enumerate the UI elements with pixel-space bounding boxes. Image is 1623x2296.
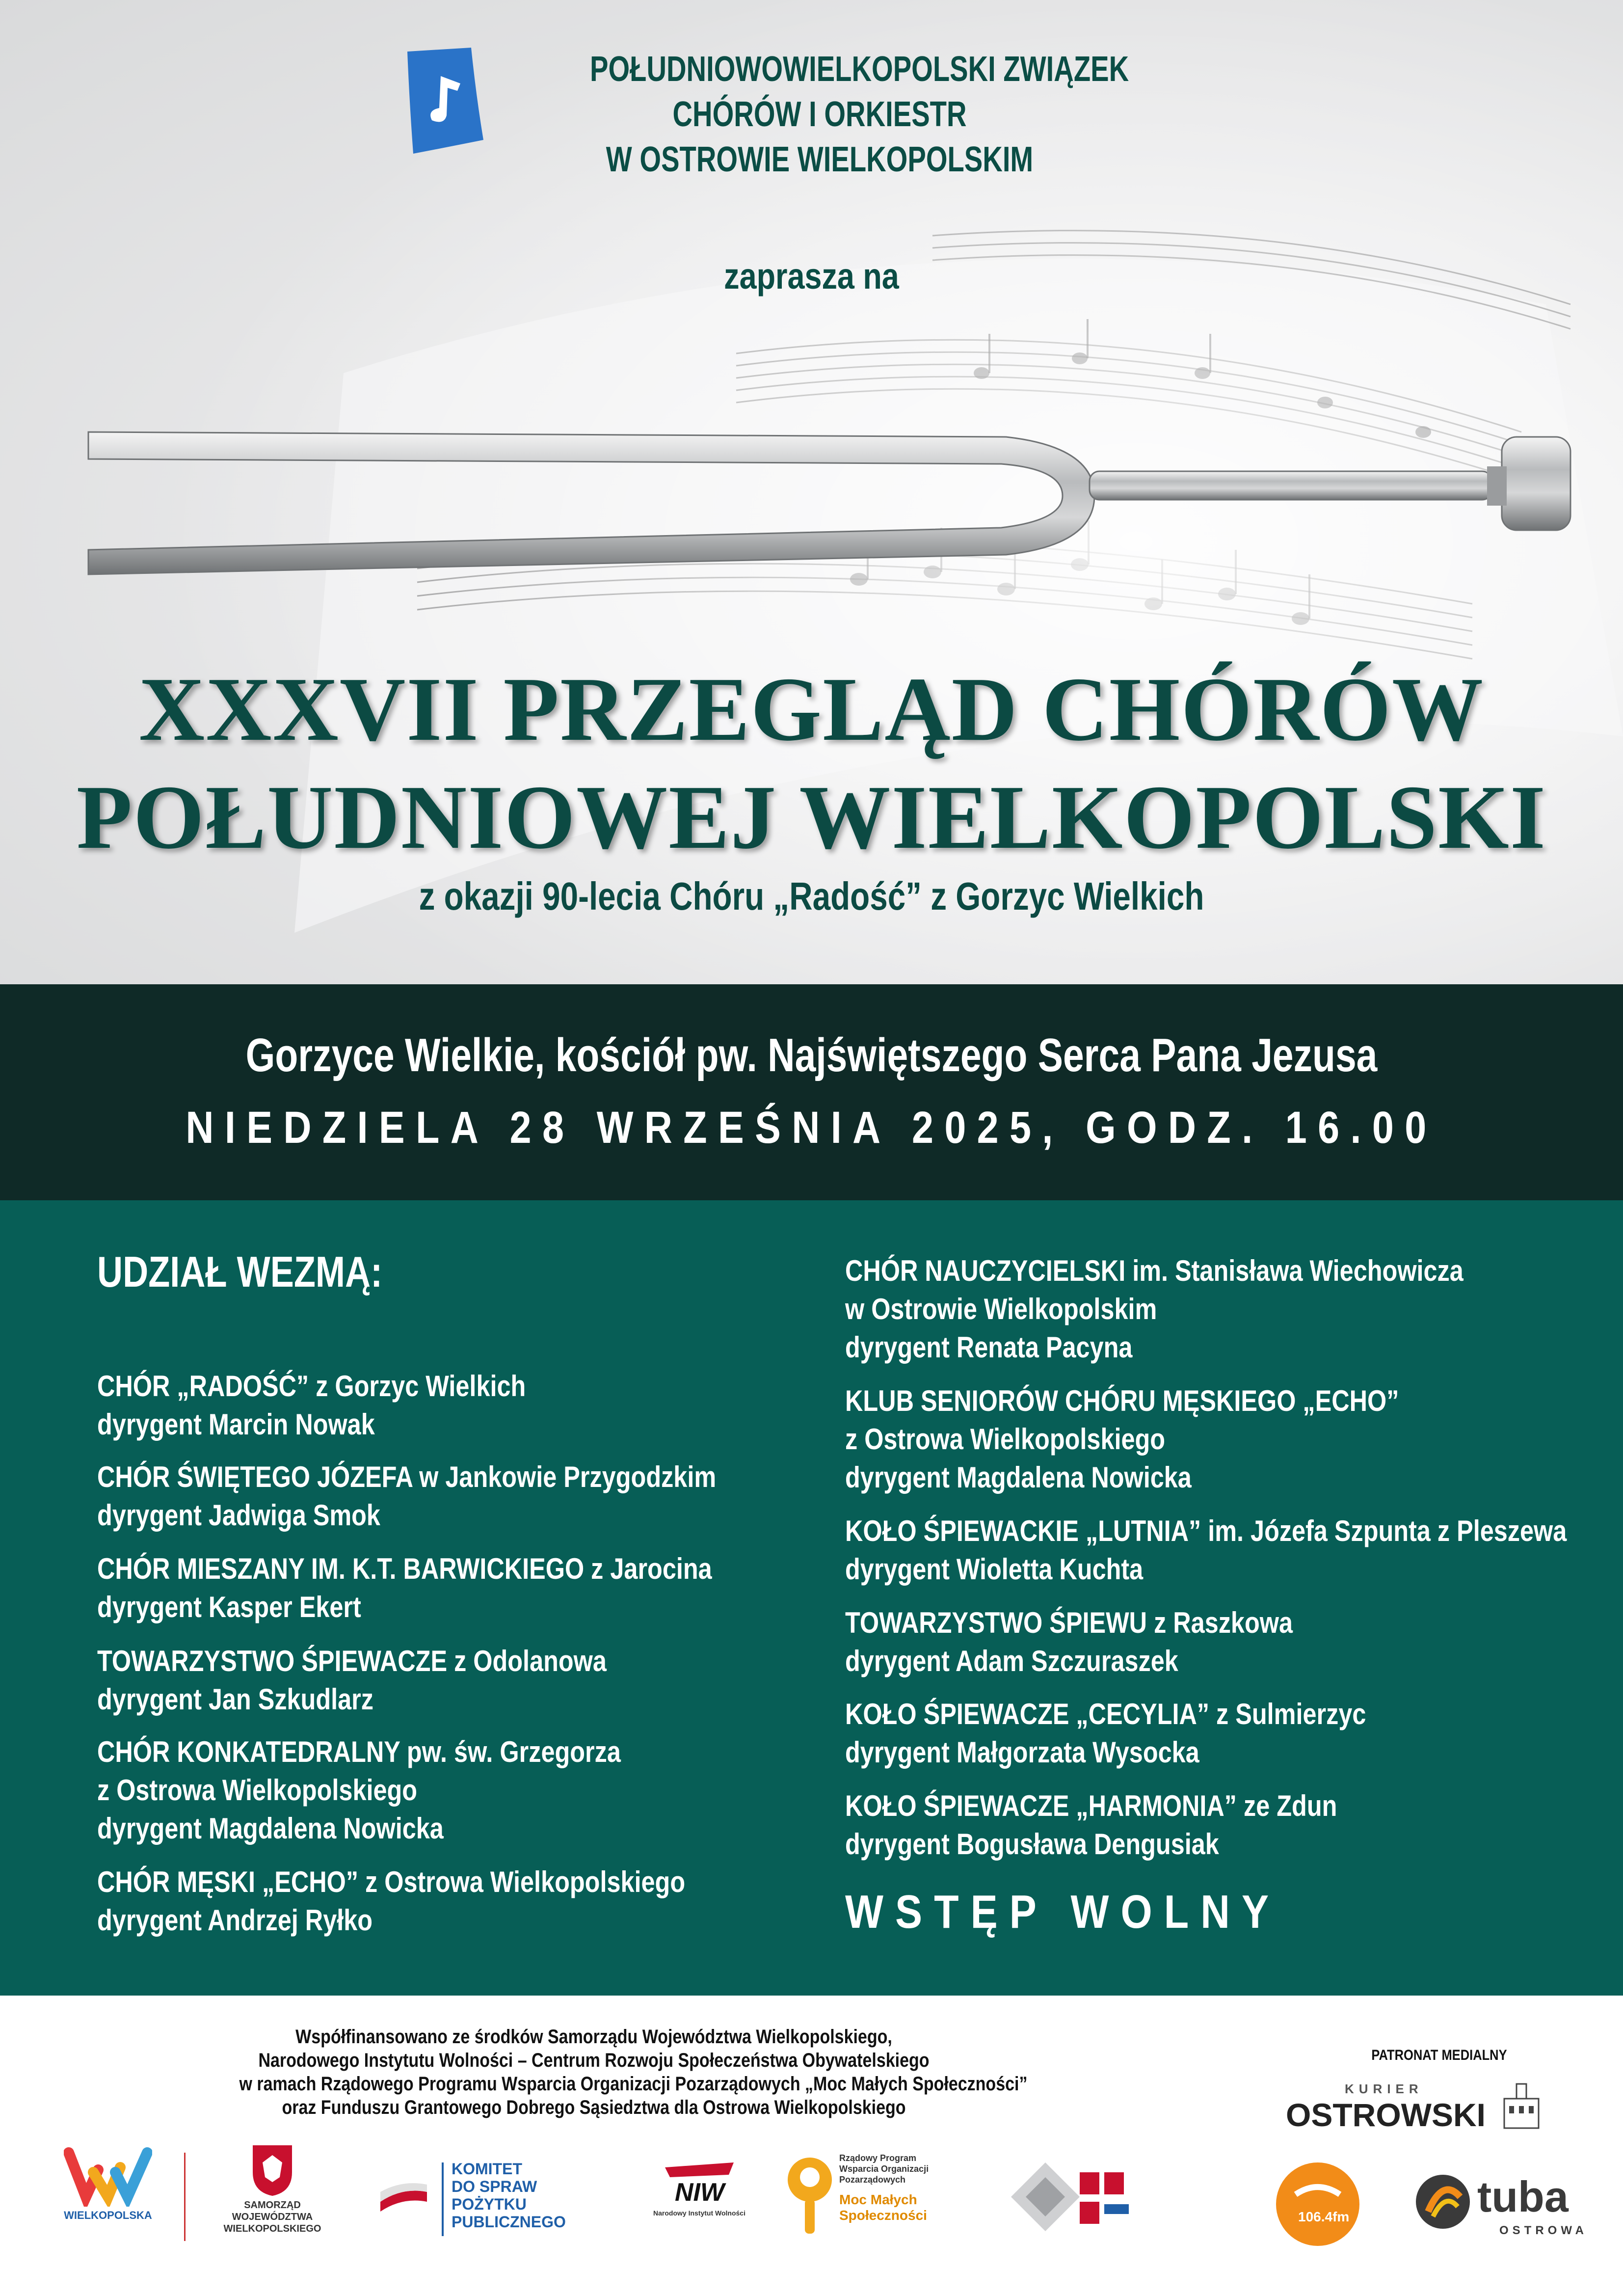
kurier-ostrowski-logo — [1286, 2081, 1551, 2140]
choir-entry — [845, 1382, 1399, 1497]
choir-conductor: dyrygent Małgorzata Wysocka — [845, 1736, 1199, 1769]
event-title — [0, 655, 1623, 871]
choir-name: KOŁO ŚPIEWACKIE „LUTNIA” im. Józefa Szpunta z Pleszewa — [845, 1514, 1567, 1547]
choir-conductor: dyrygent Bogusława Dengusiak — [845, 1828, 1219, 1861]
flag-icon — [378, 2182, 432, 2221]
funding-line: oraz Funduszu Grantowego Dobrego Sąsiedztwa dla Ostrowa Wielkopolskiego — [282, 2097, 906, 2118]
moc-line: Moc Małych — [839, 2192, 917, 2207]
choir-entry — [97, 1458, 716, 1535]
choir-entry — [845, 1787, 1337, 1864]
samorzad-line: WOJEWÓDZTWA — [232, 2212, 313, 2222]
samorzad-line: WIELKOPOLSKIEGO — [223, 2223, 321, 2234]
choir-conductor: dyrygent Renata Pacyna — [845, 1331, 1133, 1364]
choir-entry — [845, 1512, 1567, 1589]
choir-location: w Ostrowie Wielkopolskim — [845, 1293, 1157, 1325]
choir-location: z Ostrowa Wielkopolskiego — [97, 1774, 418, 1807]
choir-conductor: dyrygent Magdalena Nowicka — [97, 1812, 444, 1845]
ostrow-partners-logo — [1006, 2153, 1134, 2241]
wielkopolska-logo-text: WIELKOPOLSKA — [64, 2209, 152, 2221]
choir-entry — [97, 1733, 621, 1848]
choir-entry — [845, 1604, 1293, 1680]
free-entry: WSTĘP WOLNY — [845, 1886, 1281, 1938]
partners-cube-icon — [1006, 2153, 1134, 2241]
komitet-line: PUBLICZNEGO — [452, 2213, 566, 2231]
town-hall-icon — [1502, 2081, 1541, 2131]
radio-logo-icon — [1274, 2160, 1362, 2248]
organizer-name — [590, 47, 1129, 182]
niw-subtitle: Narodowy Instytut Wolności — [653, 2209, 745, 2217]
choir-conductor: dyrygent Jadwiga Smok — [97, 1499, 380, 1532]
choir-name: KOŁO ŚPIEWACZE „CECYLIA” z Sulmierzyc — [845, 1698, 1366, 1730]
choir-conductor: dyrygent Andrzej Ryłko — [97, 1904, 373, 1937]
media-patron-label: PATRONAT MEDIALNY — [1371, 2047, 1507, 2063]
funding-note — [239, 2025, 1028, 2119]
choir-conductor: dyrygent Magdalena Nowicka — [845, 1461, 1192, 1494]
wielkopolska-logo-icon — [64, 2143, 152, 2207]
komitet-line: KOMITET — [452, 2160, 522, 2178]
tuba-logo-icon — [1413, 2172, 1472, 2231]
organizer-line-3: W OSTROWIE WIELKOPOLSKIM — [606, 140, 1034, 179]
funding-line: Współfinansowano ze środków Samorządu Województwa Wielkopolskiego, — [295, 2026, 892, 2048]
moc-malych-logo — [785, 2148, 947, 2246]
choir-entry — [97, 1550, 712, 1626]
radio-logo — [1274, 2160, 1362, 2248]
invite-text: zaprasza na — [724, 256, 899, 297]
kurier-top-text: KURIER — [1345, 2081, 1423, 2096]
choir-entry — [97, 1863, 685, 1940]
choir-name: CHÓR NAUCZYCIELSKI im. Stanisława Wiechowicza — [845, 1254, 1463, 1287]
event-title-line-2: POŁUDNIOWEJ WIELKOPOLSKI — [76, 767, 1547, 868]
kurier-main-text: OSTROWSKI — [1286, 2097, 1486, 2133]
choir-conductor: dyrygent Marcin Nowak — [97, 1408, 375, 1441]
moc-line: Społeczności — [839, 2208, 927, 2223]
choir-conductor: dyrygent Jan Szkudlarz — [97, 1683, 373, 1716]
logo-divider — [184, 2153, 186, 2241]
sponsors-footer — [0, 1996, 1623, 2296]
radio-frequency-text: 106.4fm — [1298, 2209, 1350, 2224]
choir-name: KLUB SENIORÓW CHÓRU MĘSKIEGO „ECHO” — [845, 1384, 1399, 1417]
niw-logo — [643, 2158, 756, 2217]
organizer-logo-icon — [402, 47, 486, 157]
choir-entry — [845, 1695, 1366, 1772]
participants-section — [0, 1200, 1623, 1996]
choir-entry — [845, 1252, 1463, 1367]
komitet-line: DO SPRAW — [452, 2178, 537, 2195]
wielkopolska-logo — [59, 2143, 157, 2222]
komitet-line: POŻYTKU — [452, 2195, 527, 2213]
event-venue: Gorzyce Wielkie, kościół pw. Najświętszego Serca Pana Jezusa — [245, 1029, 1378, 1081]
moc-malych-icon — [785, 2153, 834, 2236]
choir-name: CHÓR MĘSKI „ECHO” z Ostrowa Wielkopolskiego — [97, 1865, 686, 1898]
participants-heading: UDZIAŁ WEZMĄ: — [97, 1247, 383, 1296]
tuba-sub-text: OSTROWA — [1499, 2224, 1588, 2237]
choir-name: TOWARZYSTWO ŚPIEWU z Raszkowa — [845, 1606, 1293, 1639]
choir-conductor: dyrygent Wioletta Kuchta — [845, 1553, 1144, 1586]
hero — [0, 0, 1623, 984]
organizer-line-1: POŁUDNIOWOWIELKOPOLSKI ZWIĄZEK — [590, 50, 1129, 89]
choir-name: KOŁO ŚPIEWACZE „HARMONIA” ze Zdun — [845, 1789, 1337, 1822]
tuba-logo — [1413, 2172, 1588, 2246]
niw-logo-icon — [655, 2158, 744, 2207]
choir-name: TOWARZYSTWO ŚPIEWACZE z Odolanowa — [97, 1645, 607, 1677]
event-title-line-1: XXXVII PRZEGLĄD CHÓRÓW — [138, 659, 1485, 760]
moc-line: Wsparcia Organizacji — [839, 2164, 929, 2174]
choir-conductor: dyrygent Adam Szczuraszek — [845, 1645, 1178, 1677]
niw-logo-text: NIW — [675, 2178, 725, 2207]
choir-name: CHÓR KONKATEDRALNY pw. św. Grzegorza — [97, 1735, 621, 1768]
moc-line: Rządowy Program — [839, 2153, 917, 2163]
event-datetime: NIEDZIELA 28 WRZEŚNIA 2025, GODZ. 16.00 — [186, 1103, 1437, 1153]
organizer-line-2: CHÓRÓW I ORKIESTR — [672, 95, 967, 134]
choir-conductor: dyrygent Kasper Ekert — [97, 1591, 361, 1623]
coat-of-arms-icon — [250, 2143, 294, 2197]
event-info-band — [0, 984, 1623, 1200]
choir-name: CHÓR MIESZANY IM. K.T. BARWICKIEGO z Jarocina — [97, 1552, 712, 1585]
choir-name: CHÓR „RADOŚĆ” z Gorzyc Wielkich — [97, 1370, 526, 1403]
samorzad-line: SAMORZĄD — [244, 2200, 301, 2211]
choir-location: z Ostrowa Wielkopolskiego — [845, 1423, 1166, 1456]
choir-name: CHÓR ŚWIĘTEGO JÓZEFA w Jankowie Przygodzkim — [97, 1460, 717, 1493]
tuba-text: tuba — [1477, 2172, 1569, 2221]
event-subtitle: z okazji 90-lecia Chóru „Radość” z Gorzyc Wielkich — [419, 874, 1204, 918]
funding-line: w ramach Rządowego Programu Wsparcia Organizacji Pozarządowych „Moc Małych Społeczności” — [239, 2073, 1028, 2095]
komitet-logo — [378, 2153, 594, 2241]
choir-entry — [97, 1642, 607, 1719]
moc-line: Pozarządowych — [839, 2175, 906, 2185]
funding-line: Narodowego Instytutu Wolności – Centrum Rozwoju Społeczeństwa Obywatelskiego — [258, 2050, 930, 2071]
samorzad-logo — [216, 2143, 329, 2235]
choir-entry — [97, 1367, 526, 1444]
